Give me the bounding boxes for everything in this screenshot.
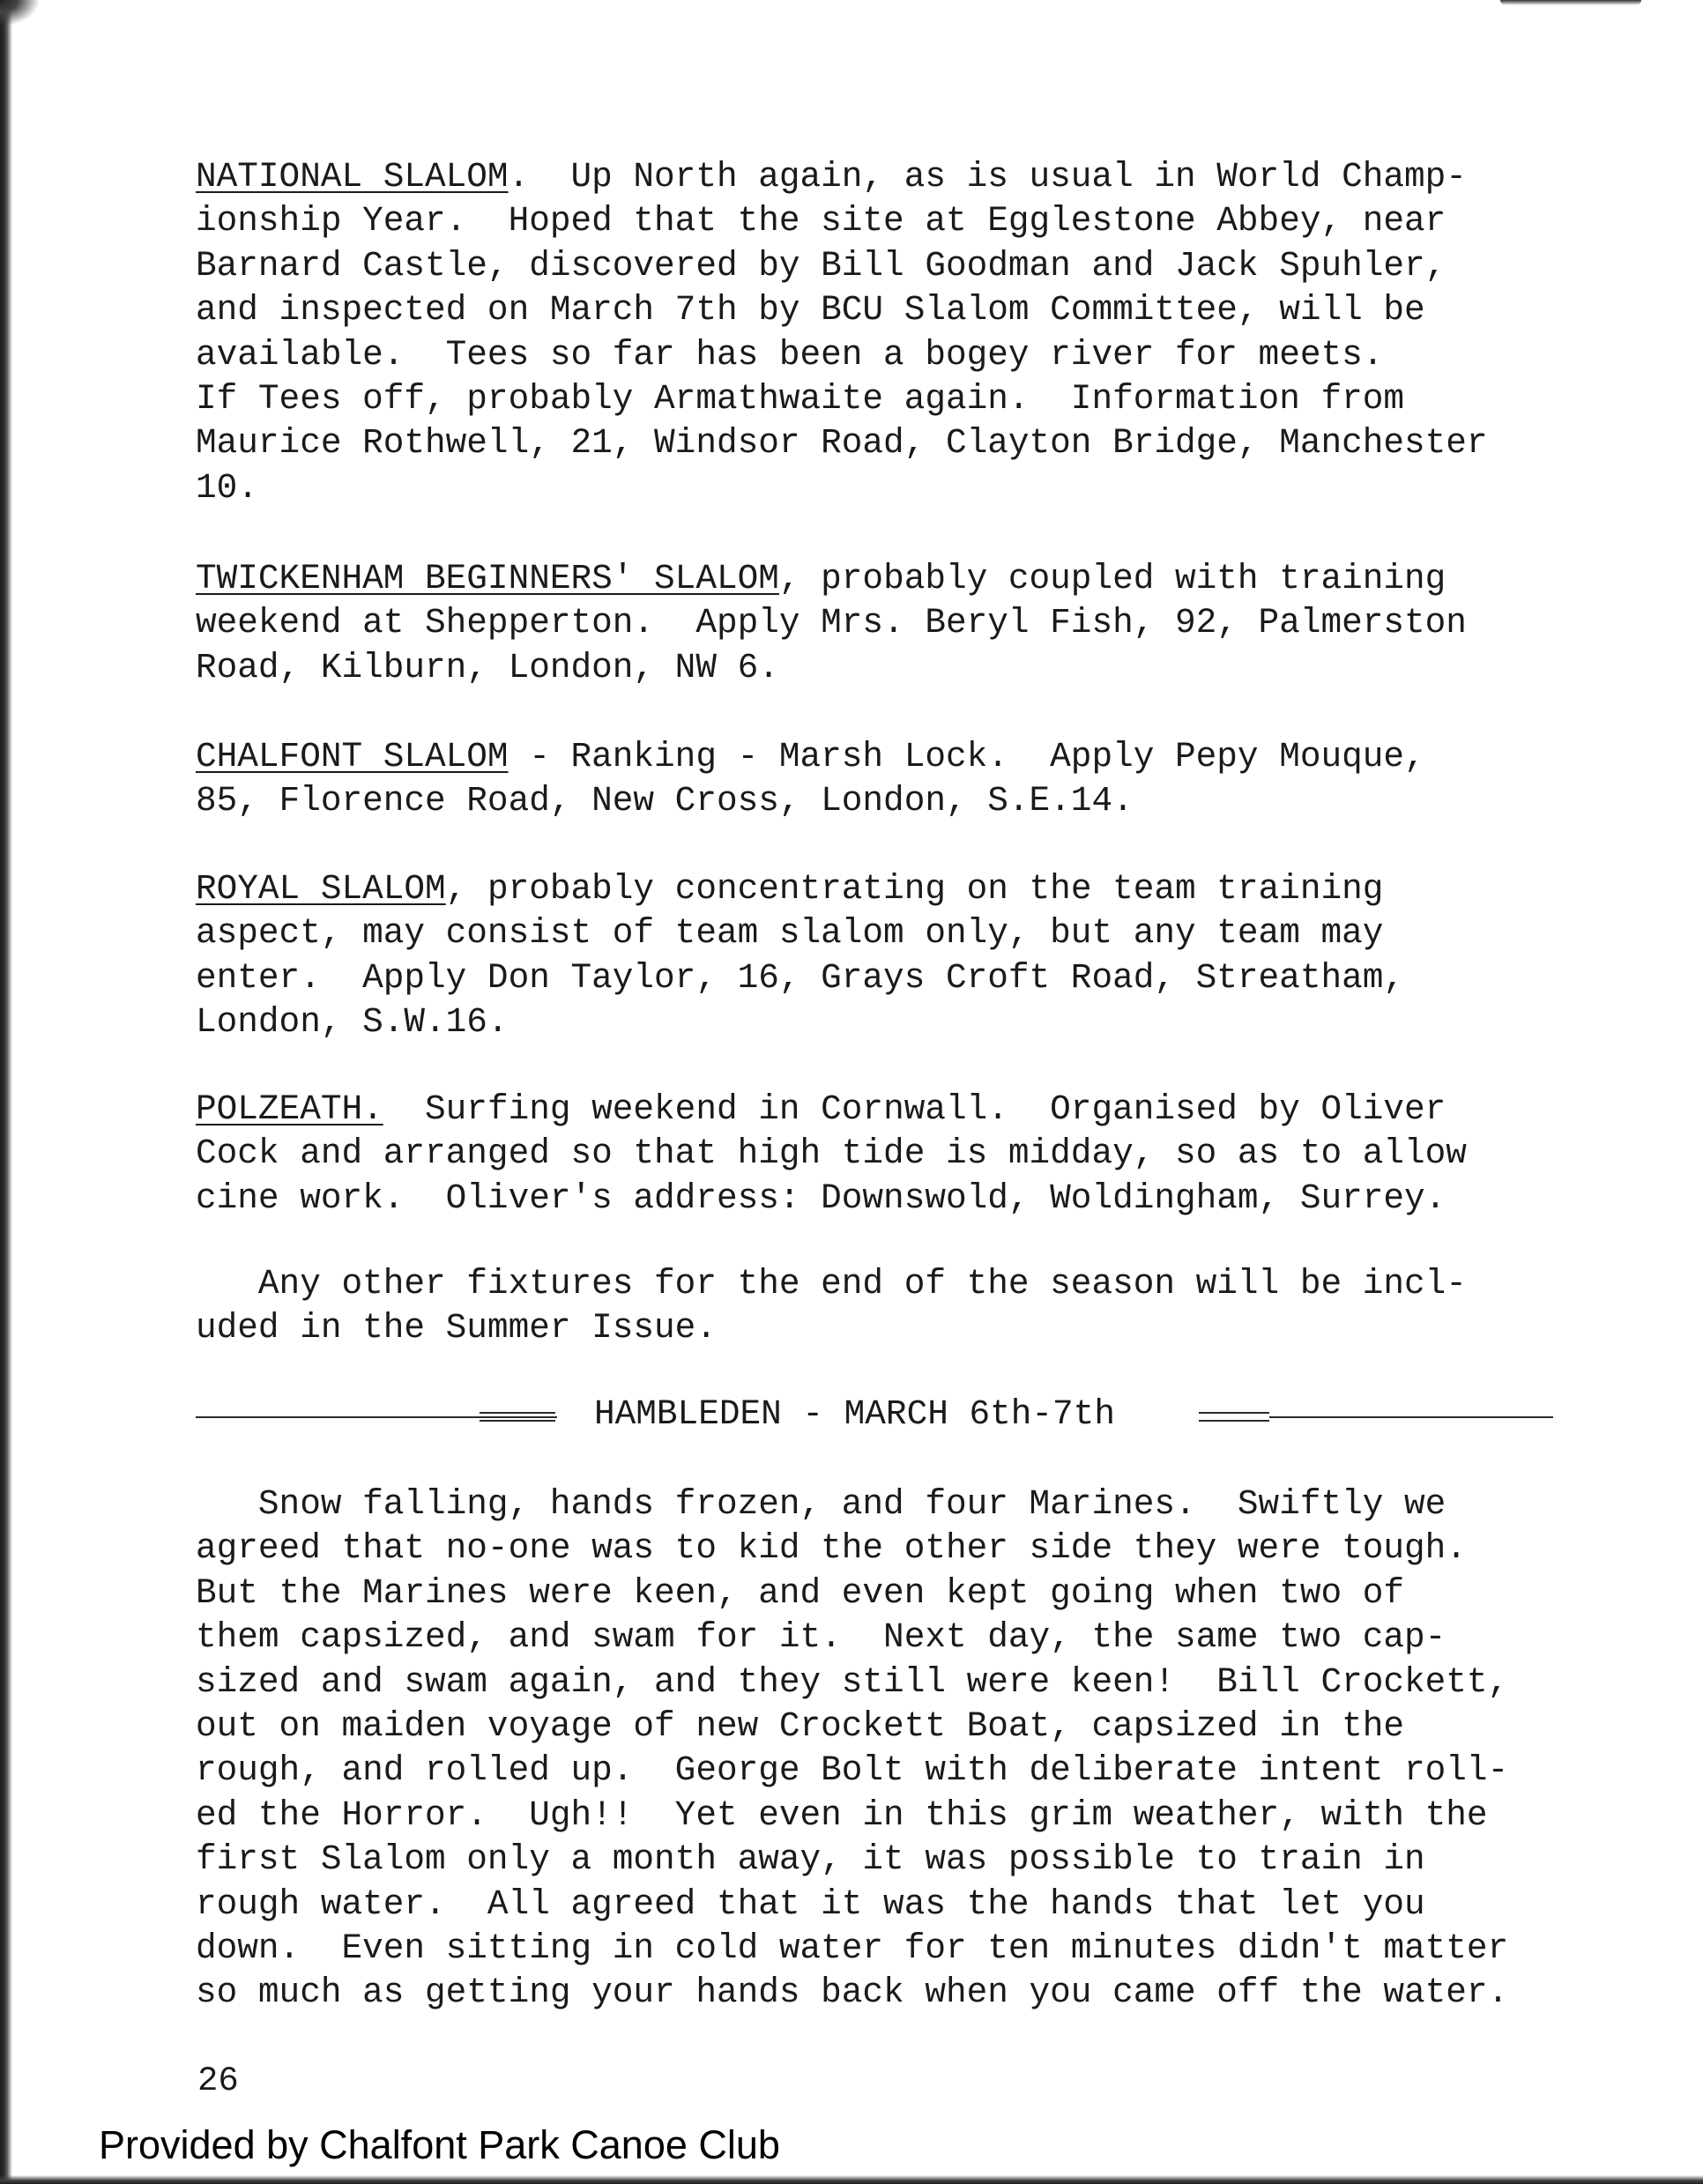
scan-shadow-bottom — [0, 2175, 1703, 2184]
hambleden-line: first Slalom only a month away, it was possible to train in — [196, 1839, 1425, 1880]
twickenham-heading: TWICKENHAM BEGINNERS' SLALOM — [196, 559, 779, 598]
polzeath-line: Cock and arranged so that high tide is midday, so as to allow — [196, 1133, 1467, 1174]
hambleden-section-title: HAMBLEDEN - MARCH 6th-7th — [594, 1394, 1115, 1434]
national-slalom-heading: NATIONAL SLALOM — [196, 157, 509, 197]
royal-line: aspect, may consist of team slalom only, but any team may — [196, 913, 1384, 954]
twickenham-paragraph — [196, 557, 1606, 690]
national-slalom-line: If Tees off, probably Armathwaite again. Information from — [196, 379, 1405, 420]
national-slalom-line: Maurice Rothwell, 21, Windsor Road, Clayton Bridge, Manchester — [196, 423, 1488, 464]
scan-shadow-corner — [0, 0, 53, 35]
other-fixtures-line: Any other fixtures for the end of the season will be incl- — [196, 1264, 1467, 1304]
divider-double-rule-left — [480, 1412, 555, 1422]
hambleden-line: so much as getting your hands back when you came off the water. — [196, 1972, 1509, 2013]
hambleden-line: rough, and rolled up. George Bolt with deliberate intent roll- — [196, 1750, 1509, 1791]
royal-line: enter. Apply Don Taylor, 16, Grays Croft Road, Streatham, — [196, 957, 1405, 998]
chalfont-line: 85, Florence Road, New Cross, London, S.E.14. — [196, 781, 1134, 821]
hambleden-line: them capsized, and swam for it. Next day, the same two cap- — [196, 1617, 1446, 1658]
provider-credit: Provided by Chalfont Park Canoe Club — [99, 2122, 780, 2167]
page-number: 26 — [197, 2061, 239, 2100]
divider-double-rule-right — [1199, 1412, 1269, 1422]
twickenham-line: Road, Kilburn, London, NW 6. — [196, 647, 779, 687]
other-fixtures-line: uded in the Summer Issue. — [196, 1308, 717, 1348]
twickenham-line: weekend at Shepperton. Apply Mrs. Beryl Fish, 92, Palmerston — [196, 603, 1467, 643]
polzeath-heading: POLZEATH. — [196, 1089, 383, 1129]
national-slalom-line-1: . Up North again, as is usual in World Champ- — [508, 157, 1467, 197]
royal-line: London, S.W.16. — [196, 1002, 509, 1043]
hambleden-line: out on maiden voyage of new Crockett Boat, capsized in the — [196, 1706, 1405, 1747]
hambleden-paragraph — [196, 1482, 1606, 2016]
chalfont-line-1: - Ranking - Marsh Lock. Apply Pepy Mouque, — [508, 737, 1425, 776]
polzeath-paragraph — [196, 1088, 1606, 1221]
chalfont-paragraph — [196, 735, 1606, 824]
national-slalom-line: ionship Year. Hoped that the site at Egglestone Abbey, near — [196, 201, 1446, 241]
hambleden-line: But the Marines were keen, and even kept going when two of — [196, 1572, 1405, 1613]
royal-line-1: , probably concentrating on the team training — [445, 869, 1384, 909]
national-slalom-paragraph — [196, 155, 1606, 510]
scan-shadow-left — [0, 0, 12, 2184]
hambleden-line: ed the Horror. Ugh!! Yet even in this grim weather, with the — [196, 1794, 1488, 1835]
hambleden-section-divider — [196, 1393, 1553, 1437]
national-slalom-line: Barnard Castle, discovered by Bill Goodman and Jack Spuhler, — [196, 245, 1446, 286]
hambleden-line: agreed that no-one was to kid the other side they were tough. — [196, 1528, 1467, 1569]
hambleden-line: Snow falling, hands frozen, and four Marines. Swiftly we — [196, 1484, 1446, 1524]
royal-paragraph — [196, 867, 1606, 1045]
twickenham-line-1: , probably coupled with training — [778, 559, 1446, 598]
hambleden-line: sized and swam again, and they still were keen! Bill Crockett, — [196, 1661, 1509, 1702]
national-slalom-line: 10. — [196, 467, 258, 508]
other-fixtures-paragraph — [196, 1262, 1606, 1351]
chalfont-heading: CHALFONT SLALOM — [196, 737, 509, 776]
polzeath-line-1: Surfing weekend in Cornwall. Organised by Oliver — [383, 1089, 1446, 1129]
national-slalom-line: available. Tees so far has been a bogey river for meets. — [196, 334, 1384, 375]
national-slalom-line: and inspected on March 7th by BCU Slalom Committee, will be — [196, 290, 1425, 331]
hambleden-line: down. Even sitting in cold water for ten minutes didn't matter — [196, 1928, 1509, 1969]
polzeath-line: cine work. Oliver's address: Downswold, Woldingham, Surrey. — [196, 1177, 1446, 1218]
divider-rule-right — [1269, 1416, 1553, 1418]
scan-shadow-top — [1500, 0, 1641, 5]
hambleden-line: rough water. All agreed that it was the hands that let you — [196, 1883, 1425, 1924]
royal-heading: ROYAL SLALOM — [196, 869, 446, 909]
